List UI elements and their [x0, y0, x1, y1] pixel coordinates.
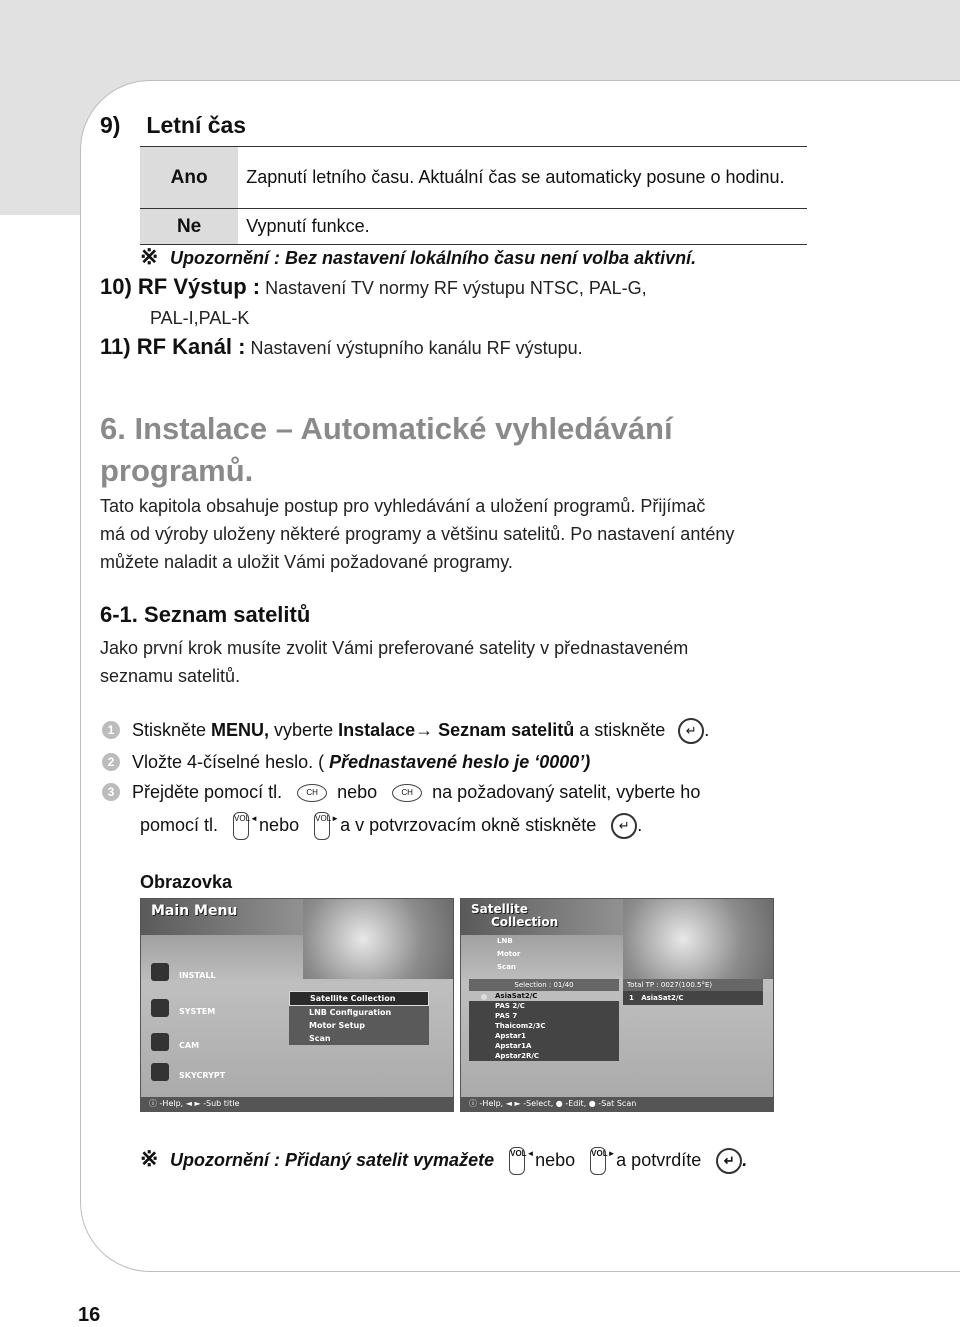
step-text: Přejděte pomocí tl. [132, 782, 283, 802]
arrow-right-icon: → [415, 719, 439, 740]
channel-down-icon: CH [392, 784, 422, 802]
side-item-lnb: LNB [497, 937, 513, 945]
list-item [469, 1051, 619, 1061]
step-number-icon: 1 [102, 721, 120, 739]
satellite-name: AsiaSat2/C [495, 992, 538, 1000]
daylight-options-table [140, 146, 807, 245]
bottom-note [140, 1146, 747, 1175]
default-password-note: Přednastavené heslo je ‘0000’) [329, 752, 591, 772]
note-mark-icon: ※ [140, 244, 159, 269]
menu-item-skycrypt: SKYCRYPT [179, 1071, 226, 1080]
screens-label: Obrazovka [140, 872, 233, 892]
section-10-label: 10) RF Výstup : [100, 274, 261, 299]
step-text: a stiskněte [574, 719, 666, 740]
volume-right-icon: VOL► [590, 1147, 606, 1175]
step-key-menu: MENU, [211, 719, 270, 740]
chapter-6-title-line1: 6. Instalace – Automatické vyhledávání [100, 411, 673, 446]
satellite-name: PAS 2/C [495, 1002, 525, 1010]
screen-footer: ⓘ -Help, ◄ ► -Sub title [141, 1097, 453, 1111]
table-row [140, 147, 807, 209]
option-key: Ne [140, 209, 238, 245]
step-number-icon: 3 [102, 783, 120, 801]
screenshot-main-menu [140, 898, 454, 1112]
total-tp-panel [623, 979, 763, 1005]
step-text: na požadovaný satelit, vyberte ho [432, 782, 701, 802]
step-text: vyberte [269, 719, 339, 740]
selection-header: Selection : 01/40 [469, 979, 619, 991]
side-item-scan: Scan [497, 963, 516, 971]
list-item [469, 1011, 619, 1021]
intro-line: můžete naladit a uložit Vámi požadované programy. [100, 552, 513, 572]
satellite-name: Apstar1A [495, 1042, 532, 1050]
option-key: Ano [140, 147, 238, 209]
step-text: nebo [337, 782, 378, 802]
install-icon [151, 963, 169, 981]
option-description: Vypnutí funkce. [246, 216, 370, 236]
submenu-item-scan: Scan [309, 1034, 331, 1043]
banner-photo [623, 899, 773, 979]
list-item [469, 1041, 619, 1051]
section-11-text: Nastavení výstupního kanálu RF výstupu. [250, 338, 583, 358]
list-item [469, 1031, 619, 1041]
skycrypt-icon [151, 1063, 169, 1081]
banner-photo [303, 899, 453, 979]
table-row [140, 209, 807, 245]
step-text: pomocí tl. [140, 814, 219, 835]
step-1 [102, 718, 709, 744]
satellite-list [469, 979, 619, 1061]
note-text: Upozornění : Bez nastavení lokálního času není volba aktivní. [170, 248, 697, 268]
page-number: 16 [78, 1304, 101, 1326]
section-10-text-cont: PAL-I,PAL-K [150, 308, 250, 328]
section-10 [100, 274, 647, 300]
section-11 [100, 334, 583, 360]
side-item-motor: Motor [497, 950, 521, 958]
intro-line: Jako první krok musíte zvolit Vámi preferované satelity v přednastaveném [100, 638, 689, 658]
section-9-heading [100, 112, 246, 139]
note-text: a potvrdíte [616, 1150, 702, 1170]
satellite-name: Apstar1 [495, 1032, 526, 1040]
screen-footer: ⓘ -Help, ◄ ► -Select, ● -Edit, ● -Sat Scan [461, 1097, 773, 1111]
step-text: a v potvrzovacím okně stiskněte [340, 814, 597, 835]
section-9-title: Letní čas [146, 112, 247, 138]
section-9-number: 9) [100, 112, 121, 138]
intro-line: Tato kapitola obsahuje postup pro vyhledávání a uložení programů. Přijímač [100, 496, 706, 516]
system-icon [151, 999, 169, 1017]
submenu-item-satellite-collection: Satellite Collection [289, 991, 429, 1006]
menu-item-system: SYSTEM [179, 1007, 216, 1016]
volume-right-icon: VOL► [314, 812, 330, 840]
note-text: . [742, 1150, 748, 1170]
step-text: Vložte 4-číselné heslo. ( [132, 752, 330, 772]
row-satellite-name: AsiaSat2/C [641, 994, 684, 1002]
screenshot-satellite-collection [460, 898, 774, 1112]
intro-line: má od výroby uloženy některé programy a většinu satelitů. Po nastavení antény [100, 524, 735, 544]
chapter-6-title-line2: programů. [100, 453, 254, 488]
screen-title: Main Menu [151, 903, 238, 919]
satellite-name: Apstar2R/C [495, 1052, 540, 1060]
step-key-instalace: Instalace [338, 719, 416, 740]
step-2 [102, 752, 590, 773]
satellite-name: Thaicom2/3C [495, 1022, 546, 1030]
section-6-1-intro [100, 634, 820, 690]
volume-left-icon: VOL◄ [509, 1147, 525, 1175]
selected-dot-icon [481, 994, 487, 1000]
chapter-6-intro [100, 492, 820, 576]
cam-icon [151, 1033, 169, 1051]
section-10-text: Nastavení TV normy RF výstupu NTSC, PAL-G, [265, 278, 647, 298]
step-text: . [637, 814, 643, 835]
note-text: nebo [535, 1150, 576, 1170]
section-9-note [140, 244, 696, 270]
screen-title-line1: Satellite [471, 902, 528, 916]
screen-title-line2: Collection [491, 915, 559, 929]
step-3 [102, 782, 700, 803]
note-text: Upozornění : Přidaný satelit vymažete [170, 1150, 495, 1170]
section-6-1-title: 6-1. Seznam satelitů [100, 602, 311, 627]
step-text: nebo [259, 814, 300, 835]
menu-item-install: INSTALL [179, 971, 216, 980]
volume-left-icon: VOL◄ [233, 812, 249, 840]
submenu-item-lnb-configuration: LNB Configuration [309, 1008, 392, 1017]
row-number: 1 [629, 994, 634, 1002]
chapter-6-title [100, 408, 720, 492]
step-key-seznam: Seznam satelitů [438, 719, 575, 740]
list-item [469, 1021, 619, 1031]
list-item [469, 991, 619, 1001]
list-item [469, 1001, 619, 1011]
step-text: . [704, 719, 710, 740]
option-description: Zapnutí letního času. Aktuální čas se automaticky posune o hodinu. [246, 167, 785, 187]
ok-button-icon: ↵ [716, 1148, 742, 1174]
menu-item-cam: CAM [179, 1041, 200, 1050]
note-mark-icon: ※ [140, 1146, 159, 1171]
step-text: Stiskněte [132, 719, 212, 740]
total-tp-row [623, 991, 763, 1005]
intro-line: seznamu satelitů. [100, 666, 241, 686]
screen-title [471, 903, 558, 929]
section-11-label: 11) RF Kanál : [100, 334, 246, 359]
total-tp-header: Total TP : 0027(100.5°E) [623, 979, 763, 991]
ok-button-icon: ↵ [678, 718, 704, 744]
step-number-icon: 2 [102, 753, 120, 771]
ok-button-icon: ↵ [611, 813, 637, 839]
side-menu [497, 935, 520, 974]
submenu-item-motor-setup: Motor Setup [309, 1021, 365, 1030]
satellite-name: PAS 7 [495, 1012, 518, 1020]
step-3-cont [140, 812, 642, 840]
install-submenu [289, 991, 429, 1045]
channel-up-icon: CH [297, 784, 327, 802]
